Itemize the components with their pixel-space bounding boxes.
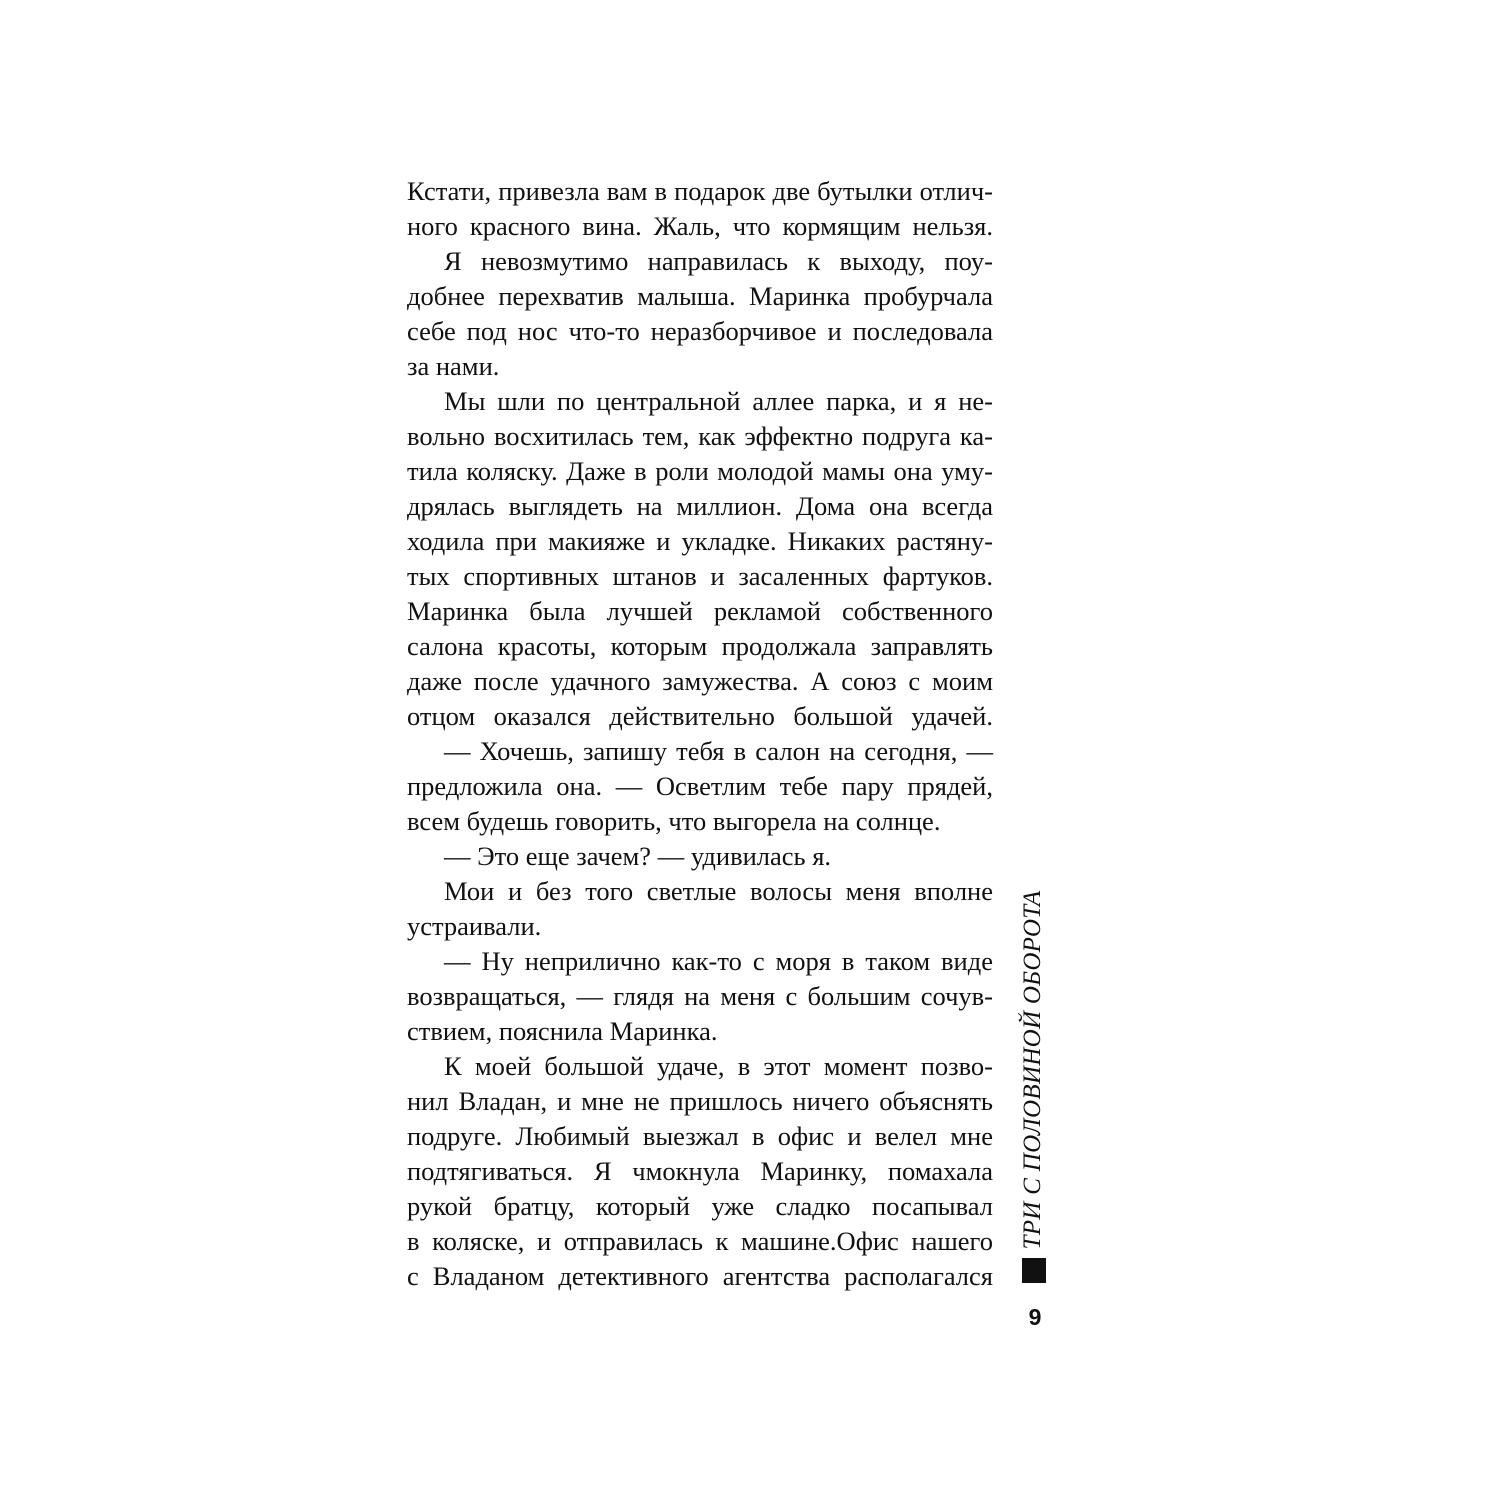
text-line: ного красного вина. Жаль, что кормящим нельзя. xyxy=(407,211,993,242)
text-line: Мы шли по центральной аллее парка, и я не- xyxy=(444,386,993,417)
text-line: — Это еще зачем? — удивилась я. xyxy=(444,841,832,872)
text-line: Я невозмутимо направилась к выходу, поу- xyxy=(444,246,993,277)
text-line: — Хочешь, запишу тебя в салон на сегодня, — xyxy=(444,736,993,767)
text-line: К моей большой удаче, в этот момент позво- xyxy=(444,1051,993,1082)
text-line: устраивали. xyxy=(407,911,542,942)
text-line: себе под нос что-то неразборчивое и последовала xyxy=(407,316,993,347)
text-line: ствием, пояснила Маринка. xyxy=(407,1016,718,1047)
text-line: Маринка была лучшей рекламой собственного xyxy=(407,596,993,627)
body-text xyxy=(407,174,993,1295)
text-line: отцом оказался действительно большой удачей. xyxy=(407,701,993,732)
text-line: нил Владан, и мне не пришлось ничего объяснять xyxy=(407,1086,993,1117)
text-line: в коляске, и отправилась к машине.Офис нашего xyxy=(407,1226,993,1257)
text-line: всем будешь говорить, что выгорела на солнце. xyxy=(407,806,941,837)
text-line: подруге. Любимый выезжал в офис и велел мне xyxy=(407,1121,993,1152)
text-line: Кстати, привезла вам в подарок две бутылки отлич- xyxy=(407,176,993,206)
text-line: за нами. xyxy=(407,351,500,382)
text-line: предложила она. — Осветлим тебе пару прядей, xyxy=(407,771,993,802)
text-line: с Владаном детективного агентства располагался xyxy=(407,1261,993,1292)
page-number: 9 xyxy=(1028,1304,1042,1330)
text-line: — Ну неприлично как-то с моря в таком виде xyxy=(444,946,993,977)
text-line: дрялась выглядеть на миллион. Дома она всегда xyxy=(407,491,993,522)
text-line: рукой братцу, который уже сладко посапывал xyxy=(407,1191,993,1222)
square-marker-icon xyxy=(1022,1258,1046,1283)
text-line: добнее перехватив малыша. Маринка пробурчала xyxy=(407,281,993,312)
text-line: Мои и без того светлые волосы меня вполне xyxy=(444,876,993,907)
text-line: ходила при макияже и укладке. Никаких растяну- xyxy=(407,526,993,557)
text-line: вольно восхитилась тем, как эффектно подруга ка- xyxy=(407,421,993,452)
running-title: ТРИ С ПОЛОВИНОЙ ОБОРОТА xyxy=(1019,890,1046,1250)
text-line: тых спортивных штанов и засаленных фартуков. xyxy=(407,561,993,592)
text-line: даже после удачного замужества. А союз с моим xyxy=(407,666,993,697)
text-line: возвращаться, — глядя на меня с большим сочув- xyxy=(407,981,993,1012)
text-line: салона красоты, которым продолжала заправлять xyxy=(407,631,993,662)
text-line: тила коляску. Даже в роли молодой мамы она уму- xyxy=(407,456,993,487)
text-line: подтягиваться. Я чмокнула Маринку, помахала xyxy=(407,1156,993,1187)
